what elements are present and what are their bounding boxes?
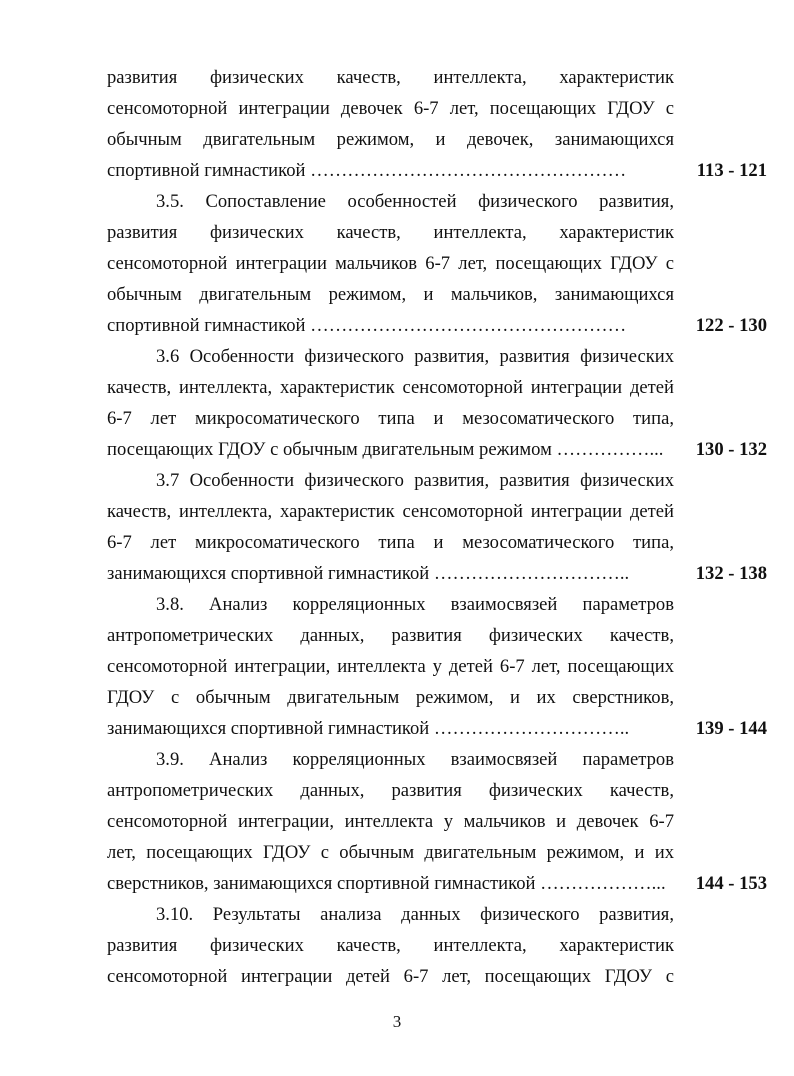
toc-line: сенсомоторной интеграции детей 6-7 лет, посещающих ГДОУ с <box>107 966 674 987</box>
toc-line-text: спортивной гимнастикой …………………………………………… <box>107 160 627 181</box>
toc-line: антропометрических данных, развития физических качеств, <box>107 625 674 646</box>
toc-entry <box>107 589 767 744</box>
toc-entry <box>107 341 767 465</box>
toc-line <box>107 713 767 744</box>
toc-line: сенсомоторной интеграции мальчиков 6-7 лет, посещающих ГДОУ с <box>107 253 674 274</box>
table-of-contents <box>107 62 767 992</box>
toc-line: качеств, интеллекта, характеристик сенсомоторной интеграции детей <box>107 501 674 522</box>
page-range: 130 - 132 <box>695 439 767 460</box>
toc-line: 6-7 лет микросоматического типа и мезосоматического типа, <box>107 408 674 429</box>
toc-line: ГДОУ с обычным двигательным режимом, и их сверстников, <box>107 687 674 708</box>
page-range: 113 - 121 <box>696 160 767 181</box>
toc-entry <box>107 465 767 589</box>
toc-line <box>107 558 767 589</box>
toc-line-text: сверстников, занимающихся спортивной гимнастикой ………………... <box>107 873 666 894</box>
toc-line-text: посещающих ГДОУ с обычным двигательным режимом ……………... <box>107 439 664 460</box>
toc-line-text: спортивной гимнастикой …………………………………………… <box>107 315 627 336</box>
toc-entry <box>107 744 767 899</box>
toc-line: развития физических качеств, интеллекта, характеристик <box>107 67 674 88</box>
page-range: 122 - 130 <box>695 315 767 336</box>
toc-line: качеств, интеллекта, характеристик сенсомоторной интеграции детей <box>107 377 674 398</box>
toc-line: 3.10. Результаты анализа данных физического развития, <box>156 904 674 925</box>
toc-entry <box>107 186 767 341</box>
toc-line: сенсомоторной интеграции девочек 6-7 лет, посещающих ГДОУ с <box>107 98 674 119</box>
toc-line: развития физических качеств, интеллекта, характеристик <box>107 935 674 956</box>
page-range: 132 - 138 <box>695 563 767 584</box>
toc-line: 3.7 Особенности физического развития, развития физических <box>156 470 674 491</box>
toc-line <box>107 155 767 186</box>
toc-line: 6-7 лет микросоматического типа и мезосоматического типа, <box>107 532 674 553</box>
toc-line: 3.8. Анализ корреляционных взаимосвязей параметров <box>156 594 674 615</box>
toc-line: 3.6 Особенности физического развития, развития физических <box>156 346 674 367</box>
toc-entry <box>107 899 767 992</box>
toc-line-text: занимающихся спортивной гимнастикой ………………………….. <box>107 563 630 584</box>
toc-line: обычным двигательным режимом, и девочек, занимающихся <box>107 129 674 150</box>
page-number: 3 <box>392 1012 402 1031</box>
toc-line: лет, посещающих ГДОУ с обычным двигательным режимом, и их <box>107 842 674 863</box>
page-range: 139 - 144 <box>695 718 767 739</box>
toc-line <box>107 434 767 465</box>
toc-line: 3.9. Анализ корреляционных взаимосвязей параметров <box>156 749 674 770</box>
toc-line: развития физических качеств, интеллекта, характеристик <box>107 222 674 243</box>
page-range: 144 - 153 <box>695 873 767 894</box>
toc-line: сенсомоторной интеграции, интеллекта у детей 6-7 лет, посещающих <box>107 656 674 677</box>
toc-line <box>107 310 767 341</box>
toc-line: сенсомоторной интеграции, интеллекта у мальчиков и девочек 6-7 <box>107 811 674 832</box>
toc-line: 3.5. Сопоставление особенностей физического развития, <box>156 191 674 212</box>
toc-entry <box>107 62 767 186</box>
toc-line: антропометрических данных, развития физических качеств, <box>107 780 674 801</box>
toc-line: обычным двигательным режимом, и мальчиков, занимающихся <box>107 284 674 305</box>
toc-line-text: занимающихся спортивной гимнастикой ………………………….. <box>107 718 630 739</box>
toc-line <box>107 868 767 899</box>
